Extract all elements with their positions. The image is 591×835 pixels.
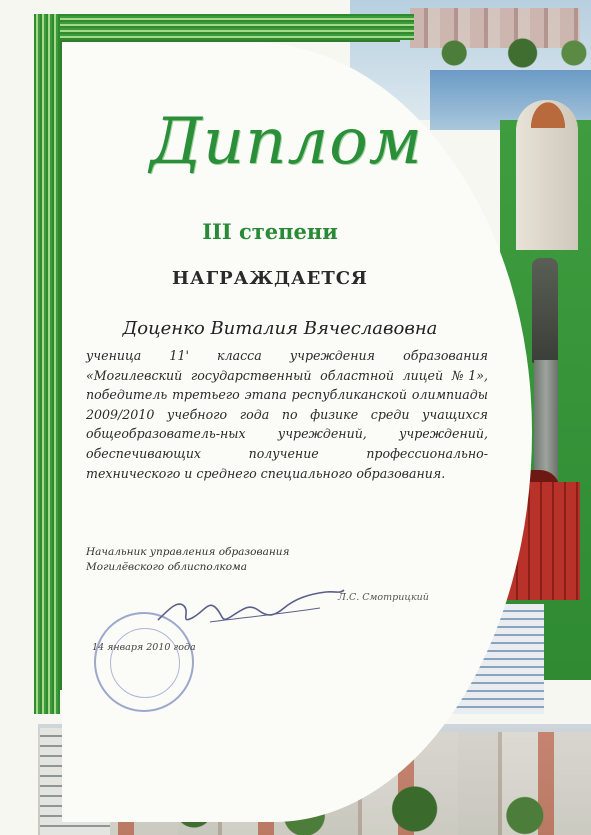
trees-photo	[420, 38, 591, 68]
official-stamp	[94, 612, 194, 712]
awarded-heading: НАГРАЖДАЕТСЯ	[172, 268, 368, 289]
recipient-name: Доценко Виталия Вячеславовна	[122, 318, 438, 339]
diploma-degree: III степени	[202, 219, 338, 244]
ornamental-frame-top	[34, 14, 414, 40]
rotunda-dome	[528, 98, 568, 128]
ornamental-frame-left	[34, 14, 60, 714]
signatory-position-line1: Начальник управления образования	[86, 546, 290, 558]
signatory-name: Л.С. Смотрицкий	[338, 592, 429, 603]
statue-photo	[532, 258, 558, 363]
award-description: ученица 11' класса учреждения образования «Могилевский государственный областной лицей №1», победитель третьего этапа республиканской олимпиады 2009/2010 учебного года по физике среди учащихся общеобразователь-ных учреждений, учреждений, обеспечивающих получение профессионально-технического и среднего специального образования.	[86, 348, 488, 481]
signatory-position-line2: Могилёвского облисполкома	[86, 561, 247, 573]
diploma-title: Диплом	[150, 105, 423, 179]
issue-date: 14 января 2010 года	[92, 642, 196, 653]
